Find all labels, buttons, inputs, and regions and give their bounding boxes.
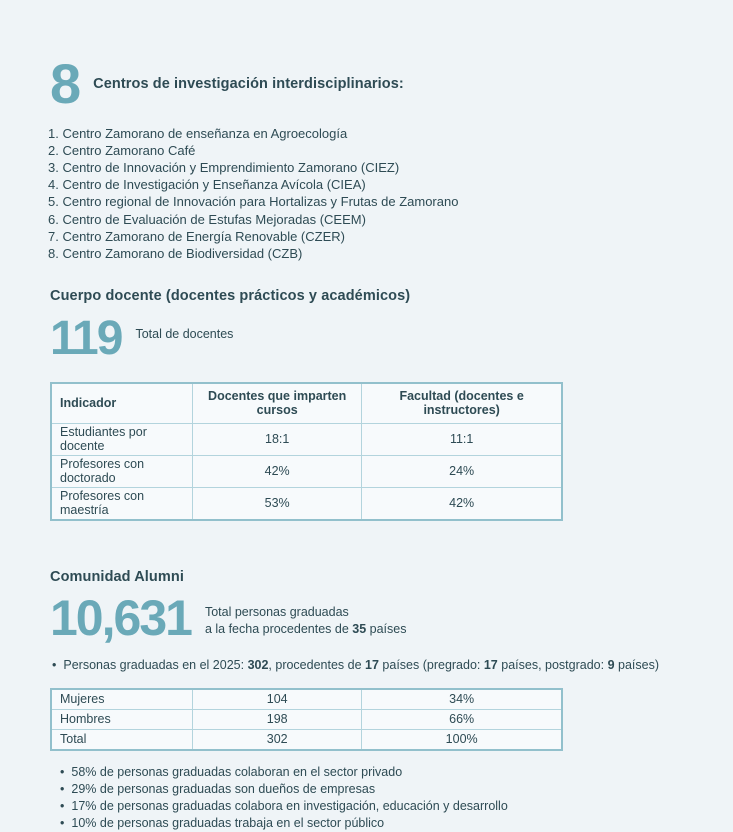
center-list-item: 7. Centro Zamorano de Energía Renovable (CZER)	[48, 228, 683, 245]
gender-table	[50, 688, 563, 751]
centers-count: 8	[50, 58, 79, 110]
alumni-section	[50, 569, 683, 832]
table-cell: Mujeres	[51, 689, 193, 710]
bullet-item	[58, 798, 683, 815]
table-cell: 53%	[193, 488, 362, 521]
table-cell: 104	[193, 689, 362, 710]
column-header: Docentes que imparten cursos	[193, 383, 362, 424]
table-cell: Estudiantes por docente	[51, 424, 193, 456]
bullet-text: • 10% de personas graduadas trabaja en el sector público	[71, 815, 384, 832]
table-cell: Hombres	[51, 709, 193, 729]
table-cell: 11:1	[362, 424, 562, 456]
faculty-table	[50, 382, 563, 521]
bullet-text: • Personas graduadas en el 2025: 302, procedentes de 17 países (pregrado: 17 países, postgrado: 9 países)	[63, 657, 659, 674]
center-list-item: 2. Centro Zamorano Café	[48, 142, 683, 159]
table-row	[51, 729, 562, 750]
table-row	[51, 424, 562, 456]
table-cell: 18:1	[193, 424, 362, 456]
table-cell: Total	[51, 729, 193, 750]
column-header: Facultad (docentes e instructores)	[362, 383, 562, 424]
bullet-text: • 17% de personas graduadas colabora en investigación, educación y desarrollo	[71, 798, 507, 815]
faculty-total: 119	[50, 317, 121, 361]
column-header: Indicador	[51, 383, 193, 424]
table-cell: 302	[193, 729, 362, 750]
alumni-label-line2: a la fecha procedentes de	[205, 622, 352, 636]
faculty-section	[50, 288, 683, 521]
alumni-total-label	[205, 595, 407, 638]
bullet-item	[58, 781, 683, 798]
center-list-item: 8. Centro Zamorano de Biodiversidad (CZB)	[48, 245, 683, 262]
alumni-total: 10,631	[50, 595, 191, 641]
alumni-label-line1: Total personas graduadas	[205, 605, 349, 619]
table-cell: Profesores con doctorado	[51, 456, 193, 488]
bullet-item	[58, 815, 683, 832]
faculty-total-label: Total de docentes	[135, 317, 233, 343]
centers-list	[48, 125, 683, 263]
center-list-item: 4. Centro de Investigación y Enseñanza Avícola (CIEA)	[48, 176, 683, 193]
table-row	[51, 689, 562, 710]
center-list-item: 5. Centro regional de Innovación para Hortalizas y Frutas de Zamorano	[48, 193, 683, 210]
center-list-item: 3. Centro de Innovación y Emprendimiento Zamorano (CIEZ)	[48, 159, 683, 176]
table-cell: Profesores con maestría	[51, 488, 193, 521]
centers-stat	[50, 58, 683, 110]
graduates-2025-bullet	[50, 657, 683, 674]
table-cell: 100%	[362, 729, 562, 750]
alumni-bullets	[50, 764, 683, 832]
table-cell: 24%	[362, 456, 562, 488]
bullet-text: • 58% de personas graduadas colaboran en el sector privado	[71, 764, 402, 781]
table-cell: 42%	[362, 488, 562, 521]
table-row	[51, 709, 562, 729]
centers-title: Centros de investigación interdisciplinarios:	[93, 76, 404, 92]
table-cell: 66%	[362, 709, 562, 729]
center-list-item: 6. Centro de Evaluación de Estufas Mejoradas (CEEM)	[48, 211, 683, 228]
table-cell: 42%	[193, 456, 362, 488]
table-row	[51, 488, 562, 521]
table-row	[51, 456, 562, 488]
alumni-countries-count: 35	[352, 622, 366, 636]
table-header-row	[51, 383, 562, 424]
bullet-item	[58, 764, 683, 781]
faculty-stat	[50, 317, 683, 361]
table-cell: 34%	[362, 689, 562, 710]
center-list-item: 1. Centro Zamorano de enseñanza en Agroecología	[48, 125, 683, 142]
bullet-text: • 29% de personas graduadas son dueños de empresas	[71, 781, 375, 798]
faculty-heading: Cuerpo docente (docentes prácticos y académicos)	[50, 288, 683, 304]
alumni-stat	[50, 595, 683, 641]
centers-section	[50, 58, 683, 262]
alumni-heading: Comunidad Alumni	[50, 569, 683, 585]
table-cell: 198	[193, 709, 362, 729]
alumni-label-line2-end: países	[366, 622, 406, 636]
